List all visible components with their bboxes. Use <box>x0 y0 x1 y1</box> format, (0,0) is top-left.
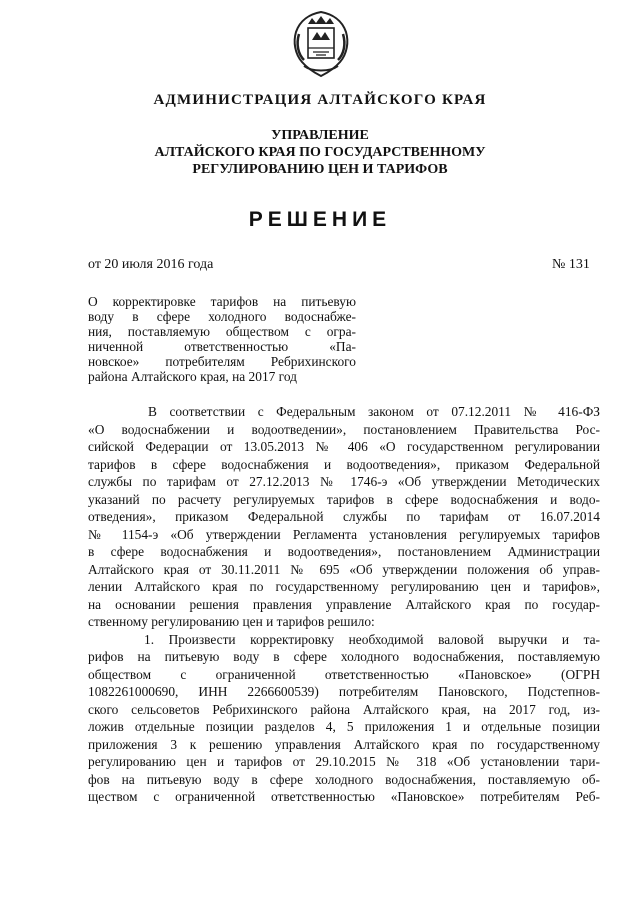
department-line: УПРАВЛЕНИЕ <box>271 128 369 143</box>
body-line: ложив отдельные позиции разделов 4, 5 приложения 1 и отдельные позиции <box>88 719 600 734</box>
body-line: обществом с ограниченной ответственностью «Пановское» (ОГРН <box>88 666 600 682</box>
body-line: приложения 3 к решению управления Алтайского края по государственному <box>88 736 600 752</box>
body-line: 1. Произвести корректировку необходимой валовой выручки и та- <box>144 631 600 647</box>
document-type-title: РЕШЕНИЕ <box>248 208 392 231</box>
body-line: В соответствии с Федеральным законом от 07.12.2011 № 416-ФЗ <box>148 404 600 419</box>
document-number: № 131 <box>552 257 590 272</box>
body-line: отведения», приказом Федеральной службы по тарифам от 16.07.2014 <box>88 509 600 524</box>
body-line: ществом с ограниченной ответственностью «Пановское» потребителям Реб- <box>88 789 600 804</box>
body-line: Алтайского края от 30.11.2011 № 695 «Об утверждении положения об управ- <box>88 561 600 577</box>
subject-line: О корректировке тарифов на питьевую <box>88 294 356 309</box>
body-line: указаний по расчету регулируемых тарифов в сфере водоснабжения и водо- <box>88 491 600 507</box>
body-line: «О водоснабжении и водоотведении», постановлением Правительства Рос- <box>88 421 600 437</box>
document-date: от 20 июля 2016 года <box>88 257 214 272</box>
subject-line: ниченной ответственностью «Па- <box>88 339 356 354</box>
body-line: № 1154-э «Об утверждении Регламента установления регулируемых тарифов <box>88 526 600 542</box>
department-line: АЛТАЙСКОГО КРАЯ ПО ГОСУДАРСТВЕННОМУ <box>154 145 486 160</box>
document-subject <box>88 294 356 384</box>
body-line: тарифов в сфере водоснабжения и водоотведения», приказом Федеральной <box>88 456 600 472</box>
body-line: 1082261000690, ИНН 2266600539) потребителям Пановского, Подстепнов- <box>88 684 600 699</box>
body-line: регулированию цен и тарифов от 29.10.2015 № 318 «Об установлении тари- <box>88 754 600 769</box>
administration-title: АДМИНИСТРАЦИЯ АЛТАЙСКОГО КРАЯ <box>153 92 487 108</box>
subject-line: ния, поставляемую обществом с огра- <box>88 324 356 339</box>
body-line: фов на питьевую воду в сфере холодного водоснабжения, поставляемую об- <box>88 771 600 787</box>
document-body <box>88 403 600 806</box>
body-line: ственному регулированию цен и тарифов решило: <box>88 614 375 629</box>
subject-line: воду в сфере холодного водоснабже- <box>88 309 356 324</box>
body-line: лении Алтайского края по государственному регулированию цен и тарифов», <box>88 579 600 594</box>
department-title <box>0 127 640 178</box>
body-line: в сфере водоснабжения и водоотведения», постановлением Администрации <box>88 544 600 559</box>
department-line: РЕГУЛИРОВАНИЮ ЦЕН И ТАРИФОВ <box>192 162 448 177</box>
body-line: сийской Федерации от 13.05.2013 № 406 «О государственном регулировании <box>88 439 600 454</box>
body-line: службы по тарифам от 27.12.2013 № 1746-э «Об утверждении Методических <box>88 474 600 489</box>
body-line: ского сельсоветов Ребрихинского района Алтайского края, на 2017 год, из- <box>88 701 600 717</box>
body-line: на основании решения правления управление Алтайского края по государ- <box>88 596 600 612</box>
body-line: рифов на питьевую воду в сфере холодного водоснабжения, поставляемую <box>88 649 600 664</box>
coat-of-arms-icon <box>290 10 352 78</box>
subject-line: района Алтайского края, на 2017 год <box>88 369 297 384</box>
subject-line: новское» потребителям Ребрихинского <box>88 354 356 369</box>
